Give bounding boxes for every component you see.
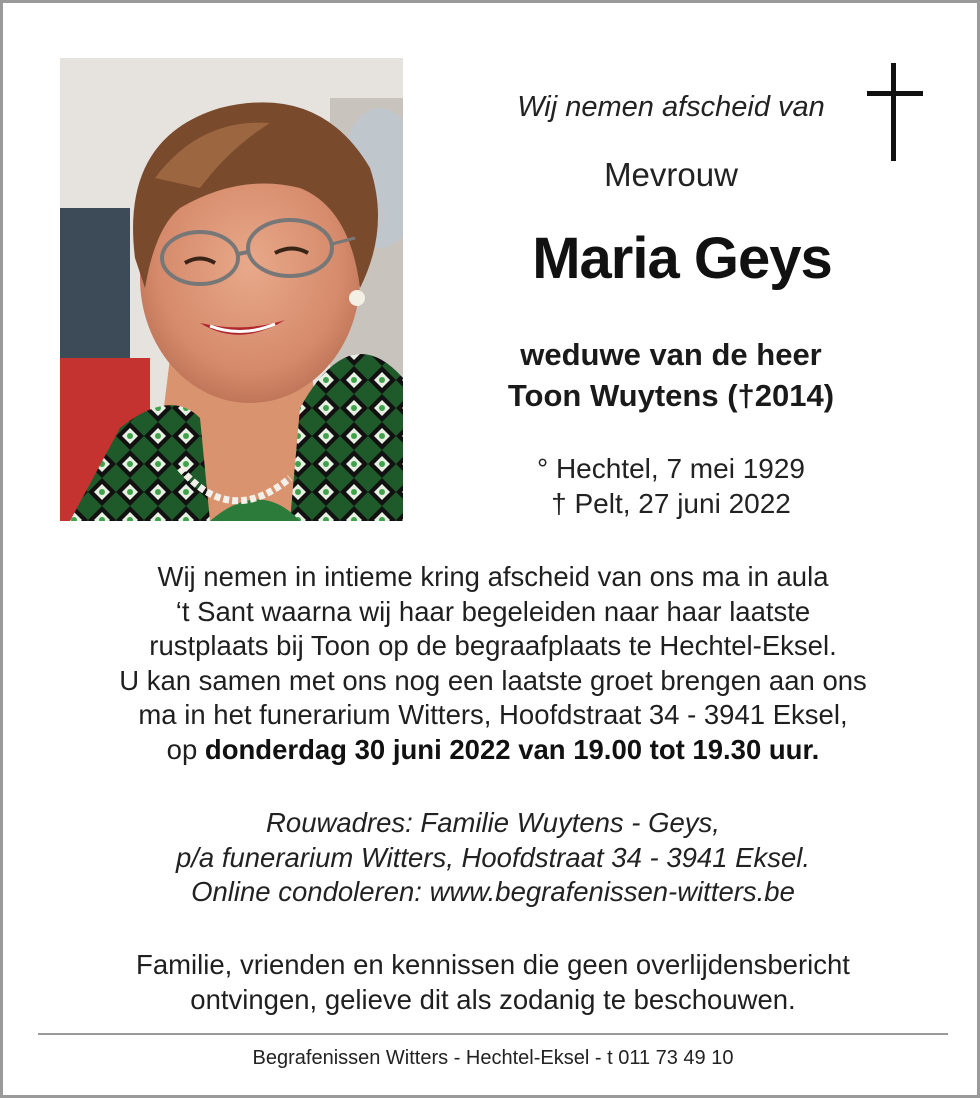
address-line: p/a funerarium Witters, Hoofdstraat 34 - 3941 Eksel. (175, 841, 811, 873)
announcement-line (43, 733, 943, 768)
funeral-announcement (43, 560, 943, 768)
announcement-line: ‘t Sant waarna wij haar begeleiden naar haar laatste (175, 595, 811, 627)
announcement-line: rustplaats bij Toon op de begraafplaats te Hechtel-Eksel. (149, 630, 837, 662)
announcement-line: Wij nemen in intieme kring afscheid van ons ma in aula (157, 561, 829, 592)
birth-date: ° Hechtel, 7 mei 1929 (536, 453, 805, 484)
portrait-photo (60, 58, 403, 521)
widow-line-2: Toon Wuytens (†2014) (507, 378, 835, 413)
notice-line: Familie, vrienden en kennissen die geen overlijdensbericht (136, 949, 850, 980)
life-dates (443, 451, 899, 521)
death-date: † Pelt, 27 juni 2022 (551, 488, 791, 519)
visitation-prefix: op (166, 733, 205, 765)
funeral-home-footer: Begrafenissen Witters - Hechtel-Eksel - t 011 73 49 10 (252, 1047, 734, 1069)
condolence-address (43, 806, 943, 910)
widow-info (443, 334, 899, 416)
deceased-name: Maria Geys (532, 226, 832, 291)
intro-text: Wij nemen afscheid van (517, 91, 825, 123)
honorific: Mevrouw (604, 156, 738, 193)
announcement-line: U kan samen met ons nog een laatste groet brengen aan ons (119, 664, 867, 696)
visitation-time: donderdag 30 juni 2022 van 19.00 tot 19.30 uur. (204, 733, 820, 765)
notice-line: ontvingen, gelieve dit als zodanig te beschouwen. (190, 983, 796, 1015)
footer-divider (38, 1033, 948, 1035)
announcement-line: ma in het funerarium Witters, Hoofdstraat 34 - 3941 Eksel, (138, 699, 848, 731)
widow-line-1: weduwe van de heer (520, 337, 822, 372)
notice-text (43, 948, 943, 1017)
address-line: Rouwadres: Familie Wuytens - Geys, (266, 807, 720, 838)
condolence-website: Online condoleren: www.begrafenissen-witters.be (191, 876, 795, 908)
